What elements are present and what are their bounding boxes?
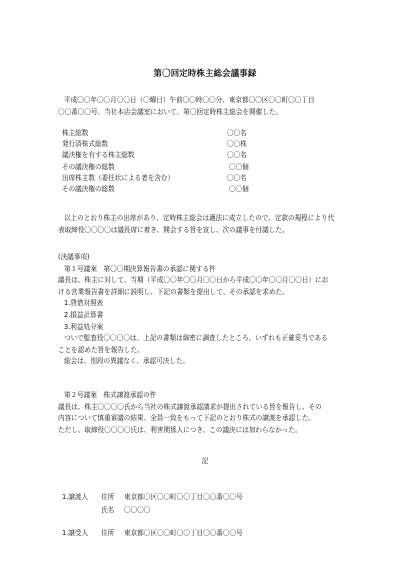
count-label: 発行済株式総数 xyxy=(62,140,109,149)
item2-heading: 第２号議案 株式譲渡承認の件 xyxy=(64,391,157,399)
item1-body-line: ける営業報告書を詳細に説明し、下記の書類を提出して、その承認を求めた。 xyxy=(58,287,289,296)
count-value: 〇〇名 xyxy=(227,129,247,137)
count-value: 〇〇株 xyxy=(227,140,247,149)
document-list-item: 1.貸借対照表 xyxy=(64,299,104,308)
quorum-line: 以上のとおり株主の出席があり、定時株主総会は適法に成立したので、定款の規程により代 xyxy=(64,214,335,222)
item1-result: 総会は、別段の異議なく、承認可決した。 xyxy=(64,357,190,366)
address-label: 住所 xyxy=(101,529,115,537)
audit-line: ついで監査役〇〇〇〇は、上記の書類は綿密に調査したところ、いずれも正確妥当である xyxy=(64,334,328,343)
count-label: 株主総数 xyxy=(62,129,89,137)
count-label: 出席株主数（委任状による者を含む） xyxy=(62,173,175,182)
address-value: 東京都〇区〇〇町〇〇丁目〇〇番〇〇号 xyxy=(124,529,243,537)
count-value: 〇〇個 xyxy=(229,162,249,171)
party-role: 1.譲受人 xyxy=(62,529,89,537)
item1-body-line: 議長は、株主に対して、当期（平成〇〇年〇〇月〇〇日から平成〇〇年〇〇月〇〇日）にお xyxy=(58,276,329,285)
count-label: その議決権の総数 xyxy=(62,184,115,193)
item2-body-line: ただし、取締役〇〇〇〇氏は、利害関係人につき、この議決には加わらなかった。 xyxy=(58,425,302,434)
transferor-block xyxy=(62,492,362,518)
name-label: 氏名 xyxy=(101,506,115,514)
document-list-item: 3.利益処分案 xyxy=(64,322,104,331)
count-label: その議決権の総数 xyxy=(62,162,115,171)
count-row xyxy=(62,150,312,161)
count-label: 議決権を有する株主総数 xyxy=(62,151,135,160)
resolutions-section xyxy=(58,252,358,368)
quorum-line: 表取締役〇〇〇〇は議長席に着き、開会する旨を宣し、次の議事を付議した。 xyxy=(58,225,289,234)
opening-line: 平成〇〇年〇〇月〇〇日（〇曜日）午前〇〇時〇〇分、東京都〇〇区〇〇町〇〇丁目 xyxy=(64,96,315,104)
item2-body-line: 内容について慎重審議の結果、全員一致をもって下記のとおり株式の譲渡を承認した。 xyxy=(58,414,316,423)
address-label: 住所 xyxy=(101,493,115,501)
address-value: 東京都〇区〇〇町〇〇丁目〇〇番〇〇号 xyxy=(124,493,243,501)
count-value: 〇〇名 xyxy=(227,151,247,160)
resolutions-header: (決議事項) xyxy=(58,253,90,261)
transferee-block xyxy=(62,528,362,541)
count-value: 〇〇名 xyxy=(227,173,247,182)
attendance-counts xyxy=(62,128,312,195)
opening-paragraph xyxy=(58,95,358,118)
count-value: 〇〇個 xyxy=(229,184,249,193)
document-list-item: 2.損益計算書 xyxy=(64,310,104,319)
count-row xyxy=(62,139,312,150)
count-row xyxy=(62,184,312,195)
document-title: 第〇回定時株主総会議事録 xyxy=(153,68,257,78)
count-row xyxy=(62,162,312,173)
item1-heading: 第１号議案 第〇〇期決算報告書の承認に関する件 xyxy=(64,264,216,273)
count-row xyxy=(62,128,312,139)
quorum-paragraph xyxy=(58,213,358,236)
ki-heading: 記 xyxy=(201,457,209,465)
audit-line: ことを認めた旨を報告した。 xyxy=(58,345,144,354)
item2-body-line: 議長は、株主〇〇〇〇氏から当社の株式譲渡承認請求が提出されている旨を報告し、その xyxy=(58,402,322,411)
count-row xyxy=(62,173,312,184)
item2-section xyxy=(58,390,358,436)
name-value: 〇〇〇〇 xyxy=(124,506,151,514)
party-role: 1.譲渡人 xyxy=(62,493,89,501)
opening-line: 〇〇番〇〇号、当社本店会議室において、第〇回定時株主総会を開催した。 xyxy=(58,107,283,116)
